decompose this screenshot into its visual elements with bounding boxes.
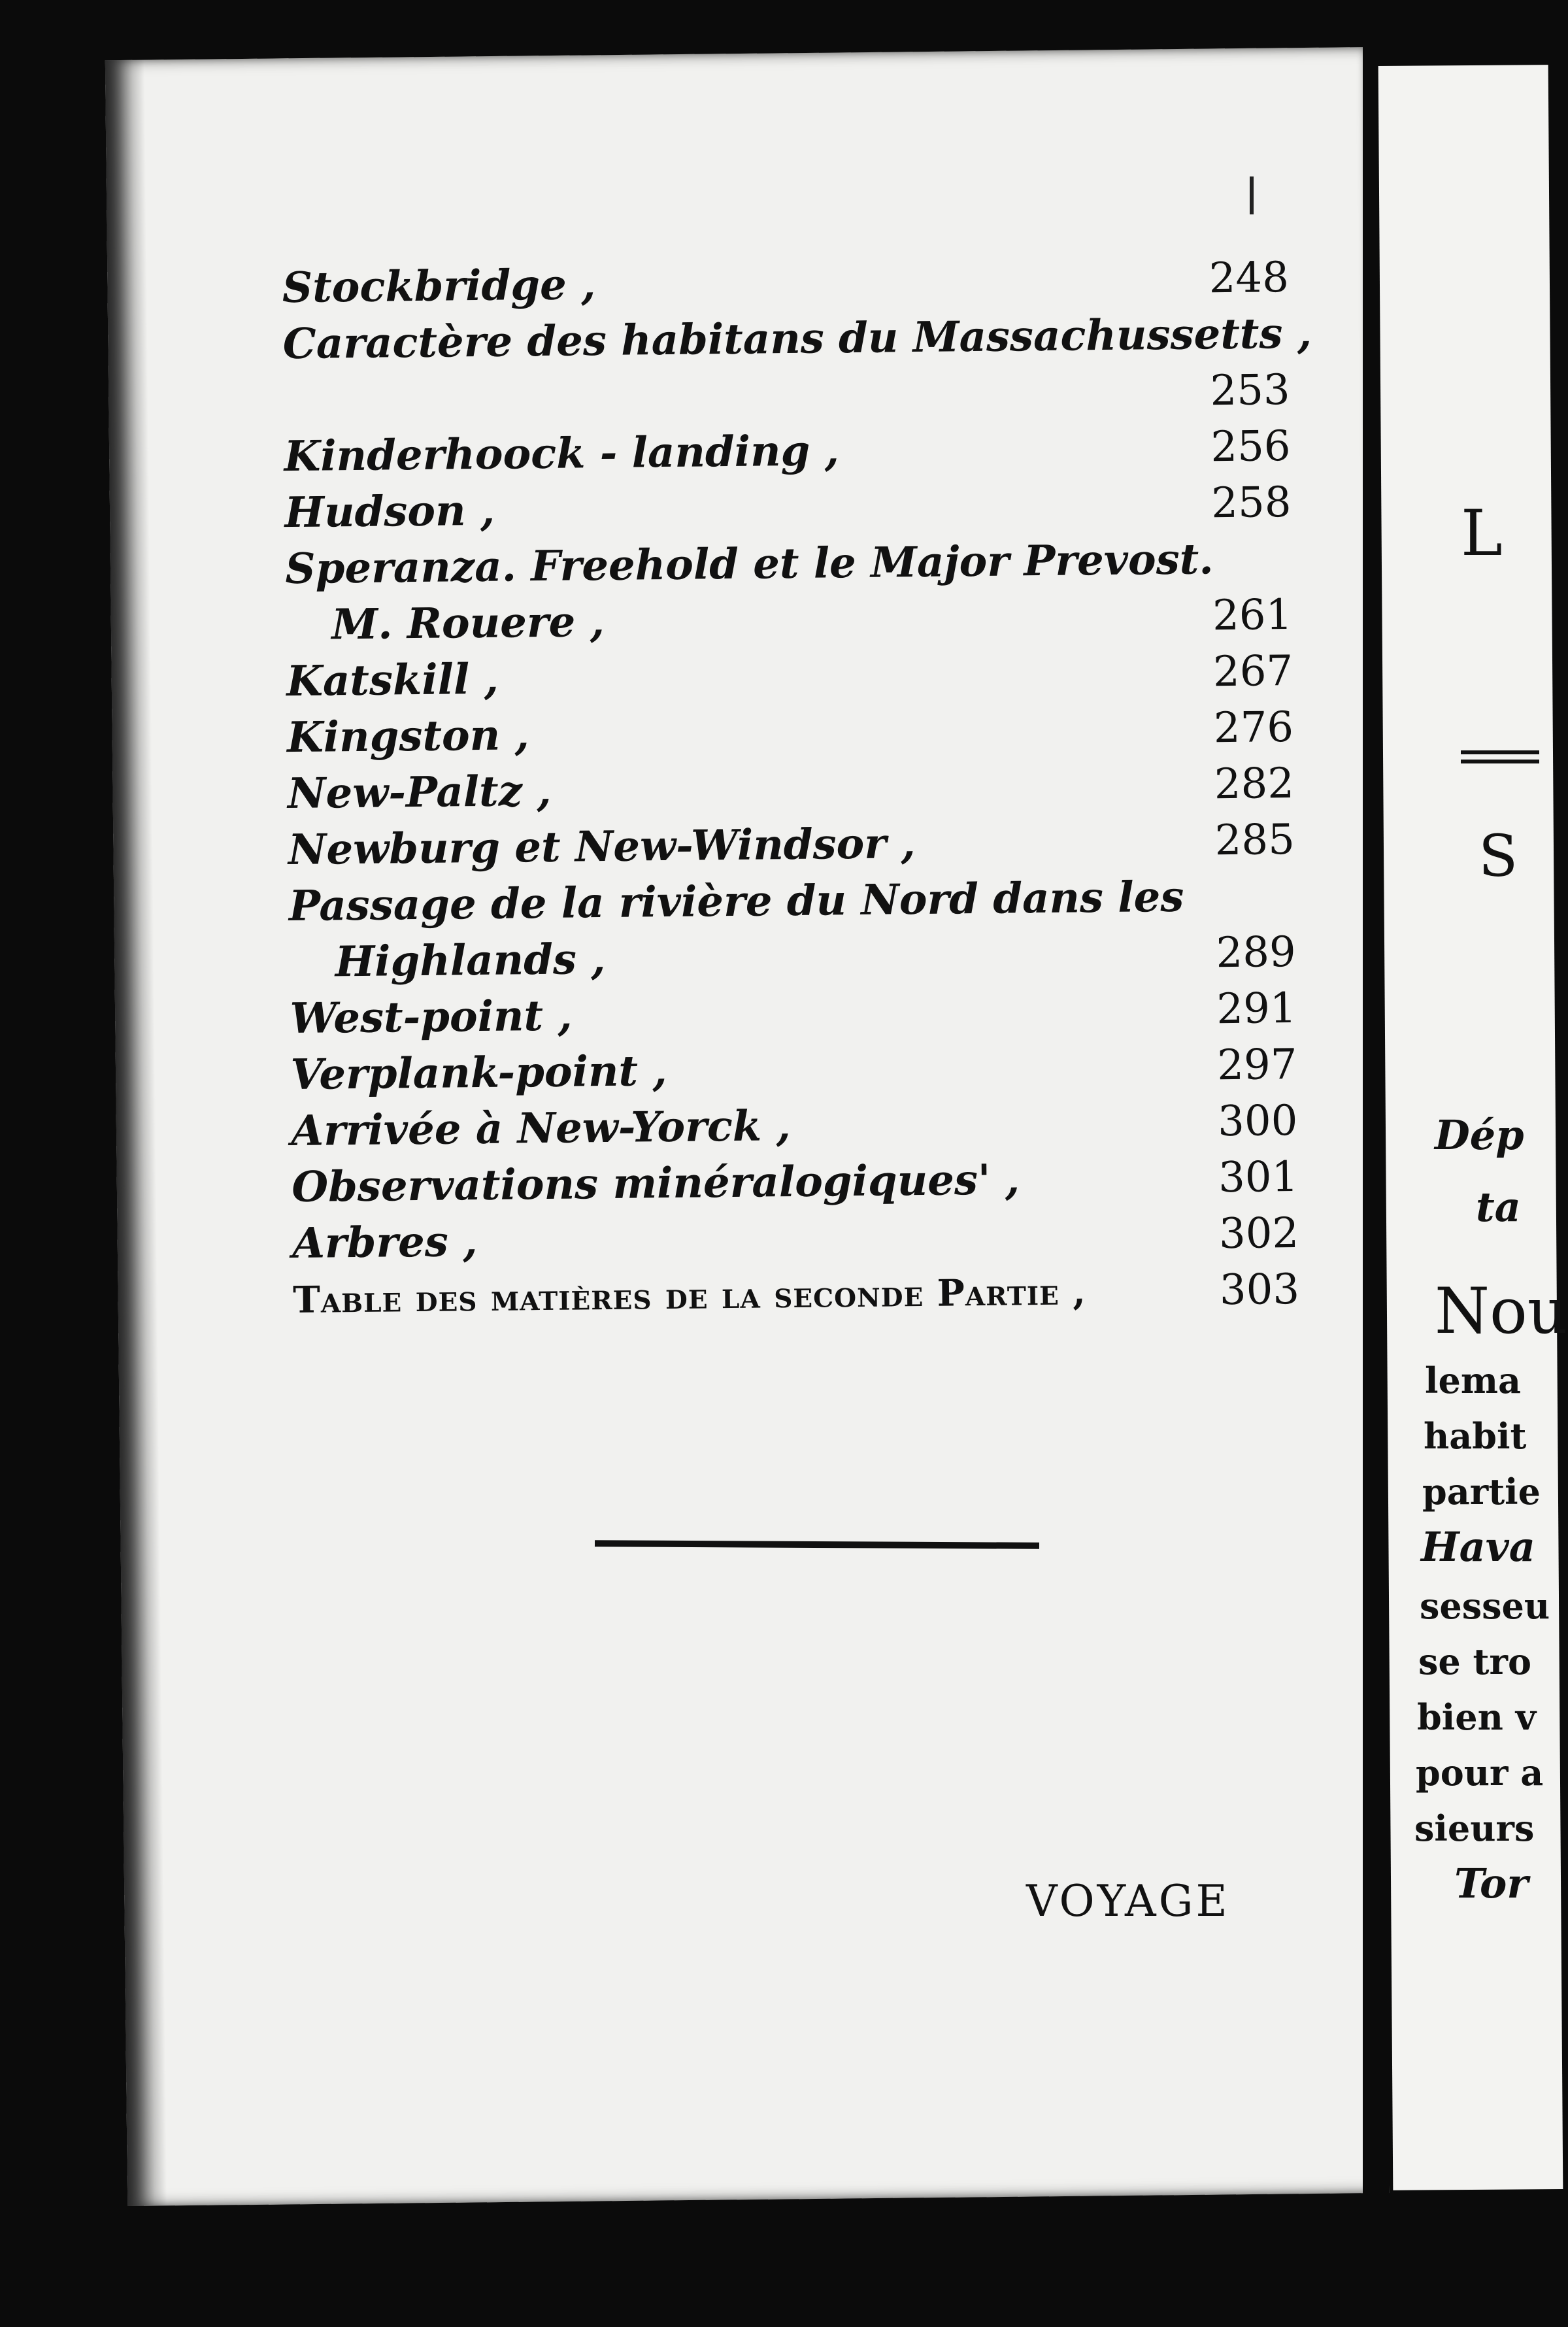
toc-entry [288,812,1295,879]
toc-entry-label: M. Rouere , [331,597,605,650]
toc-entry-label: Observations minéralogiques' , [291,1155,1020,1213]
toc-entry-page: 267 [1212,646,1293,697]
toc-entry [287,699,1294,766]
toc-entry-page: 285 [1214,815,1295,865]
page-marker [1250,176,1254,214]
facing-text-line: lema [1425,1360,1521,1401]
toc-entry [291,1093,1298,1160]
toc-entry [282,250,1289,316]
facing-text-line: Tor [1454,1860,1529,1907]
toc-entry-page: 258 [1210,478,1292,528]
facing-text-line: pour a [1416,1752,1544,1794]
facing-rule [1461,760,1539,763]
toc-entry [293,1262,1300,1328]
facing-text-line: habit [1424,1415,1527,1457]
toc-entry-page: 282 [1214,759,1295,809]
facing-drop-line: Nou [1435,1275,1568,1348]
toc-entry-label: Speranza. Freehold et le Major Prevost. [285,535,1214,594]
toc-entry-page: 302 [1218,1209,1299,1259]
facing-section-letter: S [1478,822,1518,890]
toc-entry [284,475,1292,541]
toc-entry-page: 253 [1210,365,1291,416]
toc-entry-label: Highlands , [335,934,606,987]
facing-text-line: bien v [1417,1696,1537,1738]
toc-entry-page: 301 [1218,1152,1299,1203]
toc-entry [288,868,1295,935]
toc-entry-label: Hudson , [284,486,495,538]
toc-entry [286,587,1293,654]
toc-entry-label: Newburg et New-Windsor , [288,819,916,875]
toc-entry-page: 256 [1210,422,1291,472]
toc-entry-label: Caractère des habitans du Massachussetts , [282,309,1312,369]
facing-italic-line: Dép [1435,1111,1524,1159]
facing-text-line: Hava [1421,1523,1535,1571]
toc-entry-page: 289 [1216,928,1297,978]
table-of-contents [282,250,1312,1328]
toc-entry-label: West-point , [290,991,573,1044]
toc-entry-page: 261 [1212,590,1293,641]
toc-entry-label: Arbres , [292,1217,478,1269]
toc-entry-page: 297 [1216,1040,1297,1090]
toc-entry [285,531,1292,597]
toc-entry [292,1149,1299,1216]
toc-entry [290,980,1297,1047]
toc-entry [284,418,1291,485]
toc-entry [282,306,1312,373]
toc-entry-label: Kinderhoock - landing , [284,426,840,482]
facing-text-line: partie [1422,1471,1541,1513]
toc-entry-label: Table des matières de la seconde Partie , [292,1270,1087,1322]
toc-entry [288,756,1295,822]
toc-entry-label: Stockbridge , [282,260,596,313]
facing-text-line: sieurs [1414,1807,1535,1849]
toc-entry [286,643,1293,710]
toc-entry [289,924,1296,991]
facing-italic-line: ta [1476,1183,1521,1231]
toc-entry-label: Arrivée à New-Yorck , [291,1101,792,1156]
catchword: VOYAGE [1026,1876,1230,1926]
toc-entry-label: New-Paltz , [287,766,552,819]
toc-entry-label: Katskill , [286,654,499,707]
toc-entry-page: 248 [1209,253,1290,303]
toc-entry-page: 291 [1216,984,1297,1034]
toc-entry-label: Kingston , [286,711,530,763]
toc-entry-label: Verplank-point , [290,1046,667,1100]
toc-entry-label: Passage de la rivière du Nord dans les [288,872,1184,931]
toc-entry-page: 303 [1219,1265,1300,1315]
facing-text-line: sesseu [1420,1585,1550,1627]
toc-entry [290,1037,1297,1103]
facing-initial: L [1461,497,1503,570]
facing-text-line: se tro [1418,1641,1531,1682]
toc-entry-page: 300 [1217,1096,1298,1147]
toc-entry-page: 276 [1213,703,1294,753]
toc-entry [292,1205,1299,1272]
facing-rule [1461,750,1539,754]
